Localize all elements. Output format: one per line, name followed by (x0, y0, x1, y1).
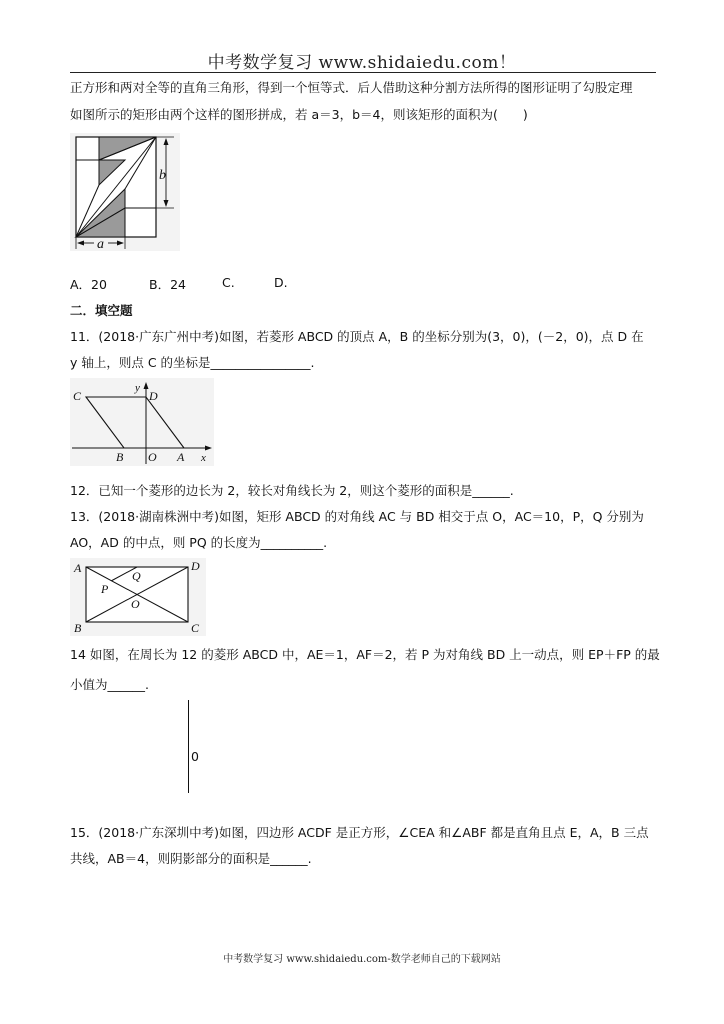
figure-q11-rhombus (70, 378, 214, 466)
q11-line-2: y 轴上，则点 C 的坐标是________________. (70, 355, 315, 370)
q14-line-1: 14 如图，在周长为 12 的菱形 ABCD 中，AE＝1，AF＝2，若 P 为对角线 BD 上一动点，则 EP＋FP 的最 (70, 647, 660, 662)
intro-line-2: 如图所示的矩形由两个这样的图形拼成，若 a＝3，b＝4，则该矩形的面积为( ) (70, 107, 528, 122)
figure-q14-label: 0 (191, 749, 199, 764)
label-A: A (177, 450, 185, 464)
option-b[interactable]: B．24 (149, 277, 186, 292)
label-O: O (148, 450, 157, 464)
label-D: D (191, 559, 200, 573)
q13-line-2: AO，AD 的中点，则 PQ 的长度为__________. (70, 535, 328, 550)
label-Q: Q (132, 569, 141, 583)
q12-line-1: 12．已知一个菱形的边长为 2，较长对角线长为 2，则这个菱形的面积是______. (70, 483, 514, 498)
label-B: B (116, 450, 124, 464)
q15-line-1: 15．(2018·广东深圳中考)如图，四边形 ACDF 是正方形，∠CEA 和∠ABF 都是直角且点 E，A，B 三点 (70, 825, 649, 840)
header-divider (70, 72, 656, 73)
q14-line-2: 小值为______. (70, 677, 149, 692)
label-b: b (159, 168, 166, 183)
label-C: C (191, 621, 200, 635)
figure-q13-rectangle (70, 558, 206, 636)
option-d[interactable]: D. (274, 275, 288, 290)
label-D: D (149, 389, 158, 403)
section-title: 二．填空题 (70, 303, 133, 318)
label-x: x (201, 452, 206, 464)
option-a[interactable]: A．20 (70, 277, 107, 292)
figure-q14-line (188, 700, 189, 793)
option-c[interactable]: C. (222, 275, 235, 290)
label-C: C (73, 389, 82, 403)
label-y: y (135, 382, 140, 394)
label-P: P (101, 582, 109, 596)
figure-q10-rectangle (70, 133, 180, 251)
intro-line-1: 正方形和两对全等的直角三角形，得到一个恒等式．后人借助这种分割方法所得的图形证明了勾股定理 (70, 80, 633, 95)
label-a: a (97, 237, 104, 251)
q15-line-2: 共线，AB＝4，则阴影部分的面积是______. (70, 851, 312, 866)
label-B: B (74, 621, 82, 635)
page-footer: 中考数学复习 www.shidaiedu.com-数学老师自己的下载网站 (223, 954, 501, 965)
label-O: O (131, 597, 140, 611)
figure-background (70, 378, 214, 466)
q13-line-1: 13．(2018·湖南株洲中考)如图，矩形 ABCD 的对角线 AC 与 BD 相交于点 O，AC＝10，P，Q 分别为 (70, 509, 644, 524)
page-header-title: 中考数学复习 www.shidaiedu.com！ (207, 53, 517, 73)
label-A: A (74, 561, 82, 575)
q11-line-1: 11．(2018·广东广州中考)如图，若菱形 ABCD 的顶点 A，B 的坐标分别为(3，0)，(－2，0)，点 D 在 (70, 329, 644, 344)
